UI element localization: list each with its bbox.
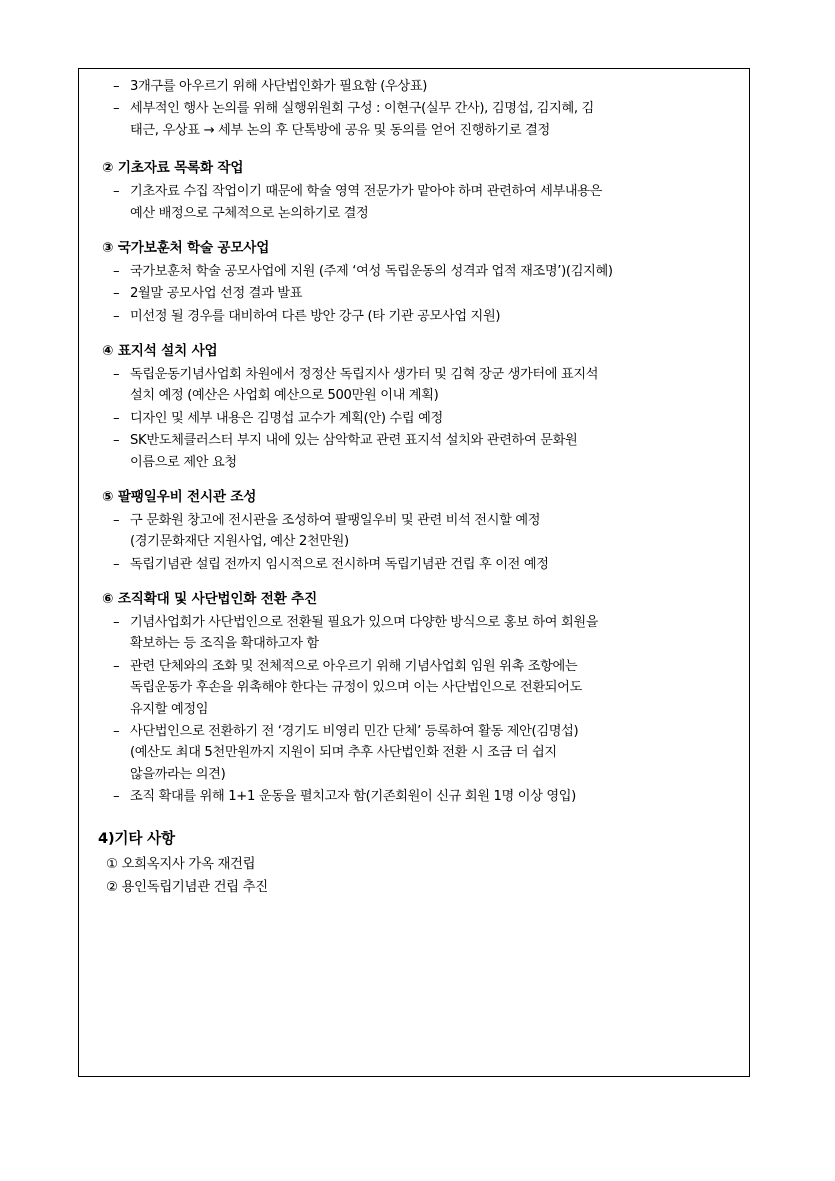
- list-item: [96, 656, 736, 720]
- dash-marker: –: [113, 410, 120, 426]
- list-item-line: 예산 배정으로 구체적으로 논의하기로 결정: [130, 205, 369, 221]
- dash-marker: –: [113, 789, 120, 805]
- top-bullet-list: [96, 76, 736, 141]
- dash-marker: –: [113, 433, 120, 449]
- list-item-line: 3개구를 아우르기 위해 사단법인화가 필요함 (우상표): [130, 79, 428, 94]
- section-bullet-list: [96, 510, 736, 575]
- dash-marker: –: [113, 615, 120, 631]
- list-item-line: 기초자료 수집 작업이기 때문에 학술 영역 전문가가 맡아야 하며 관련하여 세부내용은: [130, 184, 603, 200]
- section-basic-data-catalog: [96, 157, 736, 224]
- section-organization-expansion: [96, 588, 736, 807]
- list-item-line: 국가보훈처 학술 공모사업에 지원 (주제 ‘여성 독립운동의 성격과 업적 재조명’)(김지혜): [130, 263, 613, 279]
- section-heading: ④ 표지석 설치 사업: [102, 343, 218, 360]
- list-item: [96, 98, 736, 141]
- list-item-line: 독립운동가 후손을 위촉해야 한다는 규정이 있으며 이는 사단법인으로 전환되어도: [130, 680, 582, 696]
- top-continuation-block: [96, 76, 736, 141]
- section-heading: ⑥ 조직확대 및 사단법인화 전환 추진: [102, 591, 318, 608]
- list-item-line: (경기문화재단 지원사업, 예산 2천만원): [130, 534, 349, 550]
- list-item-line: 기념사업회가 사단법인으로 전환될 필요가 있으며 다양한 방식으로 홍보 하여 회원을: [130, 615, 599, 631]
- dash-marker: –: [113, 286, 120, 302]
- tail-heading: 4)기타 사항: [98, 830, 175, 848]
- dash-marker: –: [113, 308, 120, 324]
- dash-marker: –: [113, 79, 120, 94]
- list-item-line: 이름으로 제안 요청: [130, 454, 237, 470]
- list-item: [96, 76, 736, 97]
- section-heading: ⑤ 팔팽일우비 전시관 조성: [102, 488, 257, 505]
- list-item-line: 유지할 예정임: [130, 701, 209, 717]
- section-marker-stone-project: [96, 340, 736, 473]
- tail-item: ② 용인독립기념관 건립 추진: [106, 879, 268, 895]
- list-item-line: 태근, 우상표 → 세부 논의 후 단톡방에 공유 및 동의를 얻어 진행하기로 결정: [130, 122, 550, 138]
- list-item-line: 설치 예정 (예산은 사업회 예산으로 500만원 이내 계획): [130, 388, 439, 404]
- list-item-line: 2월말 공모사업 선정 결과 발표: [130, 286, 303, 302]
- dash-marker: –: [113, 367, 120, 383]
- list-item-line: 확보하는 등 조직을 확대하고자 함: [130, 636, 319, 652]
- section-heading: ③ 국가보훈처 학술 공모사업: [102, 239, 270, 256]
- list-item-line: 관련 단체와의 조화 및 전체적으로 아우르기 위해 기념사업회 임원 위촉 조항에는: [130, 658, 578, 674]
- list-item-line: 조직 확대를 위해 1+1 운동을 펼치고자 함(기존회원이 신규 회원 1명 이상 영입): [130, 789, 576, 805]
- list-item: [96, 786, 736, 807]
- dash-marker: –: [113, 184, 120, 200]
- section-bullet-list: [96, 181, 736, 224]
- section-bullet-list: [96, 261, 736, 327]
- list-item: [96, 554, 736, 575]
- section-heading: ② 기초자료 목록화 작업: [102, 160, 244, 177]
- list-item-line: 디자인 및 세부 내용은 김명섭 교수가 계획(안) 수립 예정: [130, 410, 443, 426]
- list-item: [96, 283, 736, 304]
- section-veterans-affairs-contest: [96, 237, 736, 327]
- dash-marker: –: [113, 101, 120, 117]
- list-item: [96, 430, 736, 473]
- list-item: [96, 612, 736, 655]
- list-item: [96, 261, 736, 282]
- list-item: [96, 181, 736, 224]
- list-item: [96, 721, 736, 785]
- list-item: [96, 408, 736, 429]
- dash-marker: –: [113, 723, 120, 739]
- list-item-line: (예산도 최대 5천만원까지 지원이 되며 추후 사단법인화 전환 시 조금 더 쉽지: [130, 745, 557, 761]
- dash-marker: –: [113, 556, 120, 572]
- document-body: [96, 76, 736, 900]
- dash-marker: –: [113, 658, 120, 674]
- section-other-matters: [96, 827, 736, 898]
- list-item-line: 독립운동기념사업회 차원에서 정정산 독립지사 생가터 및 김혁 장군 생가터에 표지석: [130, 367, 599, 383]
- section-bullet-list: [96, 612, 736, 807]
- tail-item: ① 오희옥지사 가옥 재건립: [106, 857, 256, 873]
- list-item-line: 독립기념관 설립 전까지 임시적으로 전시하며 독립기념관 건립 후 이전 예정: [130, 556, 549, 572]
- list-item: [96, 306, 736, 327]
- list-item-line: 않을까라는 의견): [130, 766, 226, 782]
- list-item-line: SK반도체클러스터 부지 내에 있는 삼악학교 관련 표지석 설치와 관련하여 문화원: [130, 433, 578, 449]
- section-exhibition-hall: [96, 486, 736, 575]
- list-item-line: 사단법인으로 전환하기 전 ‘경기도 비영리 민간 단체’ 등록하여 활동 제안(김명섭): [130, 723, 579, 739]
- list-item-line: 미선정 될 경우를 대비하여 다른 방안 강구 (타 기관 공모사업 지원): [130, 308, 501, 324]
- list-item: [96, 510, 736, 553]
- list-item-line: 구 문화원 창고에 전시관을 조성하여 팔팽일우비 및 관련 비석 전시할 예정: [130, 512, 541, 528]
- list-item: [96, 364, 736, 407]
- dash-marker: –: [113, 263, 120, 279]
- list-item-line: 세부적인 행사 논의를 위해 실행위원회 구성 : 이현구(실무 간사), 김명섭, 김지혜, 김: [130, 101, 594, 117]
- section-bullet-list: [96, 364, 736, 473]
- dash-marker: –: [113, 512, 120, 528]
